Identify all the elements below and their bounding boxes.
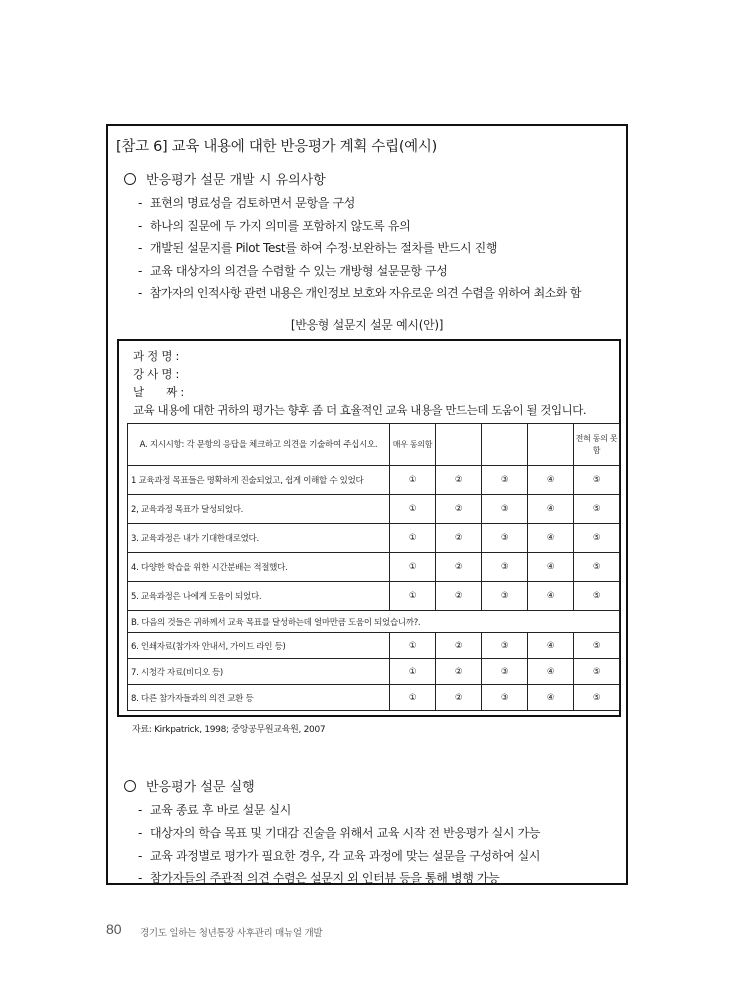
table-row — [128, 495, 620, 524]
section2-item: - 참가자들의 주관적 의견 수렴은 설문지 외 인터뷰 등을 통해 병행 가능 — [138, 871, 500, 885]
rating-option[interactable]: ① — [390, 495, 436, 524]
rating-option[interactable]: ① — [390, 582, 436, 611]
rating-option[interactable]: ① — [390, 466, 436, 495]
rating-option[interactable]: ③ — [482, 633, 528, 659]
survey-intro: 교육 내용에 대한 귀하의 평가는 향후 좀 더 효율적인 교육 내용을 만드는데 도움이 될 것입니다. — [133, 403, 587, 417]
reference-box — [106, 124, 628, 885]
rating-option[interactable]: ④ — [528, 659, 574, 685]
field-course: 과 정 명 : — [133, 349, 180, 363]
rating-option[interactable]: ⑤ — [574, 659, 620, 685]
rating-option[interactable]: ④ — [528, 582, 574, 611]
rating-option[interactable]: ⑤ — [574, 553, 620, 582]
table-row — [128, 582, 620, 611]
source-note: 자료: Kirkpatrick, 1998; 중앙공무원교육원, 2007 — [132, 725, 326, 735]
table-row — [128, 466, 620, 495]
box-title: [참고 6] 교육 내용에 대한 반응평가 계획 수립(예시) — [116, 139, 437, 155]
survey-form — [117, 339, 621, 717]
question-text: 6. 인쇄자료(참가자 안내서, 가이드 라인 등) — [128, 633, 390, 659]
table-row — [128, 685, 620, 711]
rating-option[interactable]: ② — [436, 553, 482, 582]
rating-option[interactable]: ② — [436, 659, 482, 685]
rating-option[interactable]: ② — [436, 466, 482, 495]
section-b-header: B. 다음의 것들은 귀하께서 교육 목표를 달성하는데 얼마만큼 도움이 되었습니까?. — [128, 611, 620, 633]
table-row — [128, 633, 620, 659]
rating-option[interactable]: ④ — [528, 553, 574, 582]
rating-option[interactable]: ① — [390, 524, 436, 553]
rating-option[interactable]: ① — [390, 633, 436, 659]
question-text: 5. 교육과정은 나에게 도움이 되었다. — [128, 582, 390, 611]
section1-item: - 표현의 명료성을 검토하면서 문항을 구성 — [138, 196, 355, 210]
rating-option[interactable]: ⑤ — [574, 495, 620, 524]
question-text: 3. 교육과정은 내가 기대한대로였다. — [128, 524, 390, 553]
field-date: 날 짜 : — [133, 385, 184, 399]
question-text: 4. 다양한 학습을 위한 시간분배는 적절했다. — [128, 553, 390, 582]
section1-item: - 참가자의 인적사항 관련 내용은 개인정보 보호와 자유로운 의견 수렴을 위하여 최소화 함 — [138, 286, 581, 300]
footer-text: 경기도 일하는 청년통장 사후관리 매뉴얼 개발 — [140, 928, 323, 939]
rating-option[interactable]: ③ — [482, 495, 528, 524]
rating-option[interactable]: ② — [436, 495, 482, 524]
rating-option[interactable]: ⑤ — [574, 582, 620, 611]
table-header-row — [128, 424, 620, 466]
section1-heading: 반응평가 설문 개발 시 유의사항 — [124, 169, 326, 188]
rating-option[interactable]: ⑤ — [574, 466, 620, 495]
rating-option[interactable]: ① — [390, 685, 436, 711]
rating-option[interactable]: ① — [390, 659, 436, 685]
rating-option[interactable]: ③ — [482, 582, 528, 611]
question-text: 1 교육과정 목표들은 명확하게 진술되었고, 쉽게 이해할 수 있었다 — [128, 466, 390, 495]
rating-option[interactable]: ④ — [528, 633, 574, 659]
rating-option[interactable]: ② — [436, 685, 482, 711]
question-text: 7. 시청각 자료(비디오 등) — [128, 659, 390, 685]
question-text: 2, 교육과정 목표가 달성되었다. — [128, 495, 390, 524]
scale-disagree-label: 전혀 동의 못함 — [574, 424, 620, 466]
rating-option[interactable]: ③ — [482, 524, 528, 553]
rating-option[interactable]: ① — [390, 553, 436, 582]
table-row — [128, 553, 620, 582]
survey-title: [반응형 설문지 설문 예시(안)] — [290, 318, 444, 332]
rating-option[interactable]: ② — [436, 633, 482, 659]
rating-option[interactable]: ⑤ — [574, 685, 620, 711]
scale-agree-label: 매우 동의함 — [390, 424, 436, 466]
rating-option[interactable]: ④ — [528, 466, 574, 495]
rating-option[interactable]: ④ — [528, 495, 574, 524]
question-text: 8. 다른 참가자들과의 의견 교환 등 — [128, 685, 390, 711]
header-instruction: A. 지시시항: 각 문항의 응답을 체크하고 의견을 기술하여 주십시오. — [128, 424, 390, 466]
table-row — [128, 524, 620, 553]
section1-item: - 개발된 설문지를 Pilot Test를 하여 수정·보완하는 절차를 반드시 진행 — [138, 241, 498, 255]
table-row — [128, 659, 620, 685]
rating-option[interactable]: ③ — [482, 685, 528, 711]
section1-item: - 교육 대상자의 의견을 수렴할 수 있는 개방형 설문문항 구성 — [138, 264, 448, 278]
rating-option[interactable]: ⑤ — [574, 633, 620, 659]
page-number: 80 — [106, 921, 122, 937]
section2-item: - 교육 종료 후 바로 설문 실시 — [138, 803, 291, 817]
circle-bullet-icon — [124, 780, 136, 792]
section-b-header-row — [128, 611, 620, 633]
rating-option[interactable]: ④ — [528, 685, 574, 711]
rating-option[interactable]: ② — [436, 524, 482, 553]
rating-option[interactable]: ③ — [482, 553, 528, 582]
survey-table — [127, 423, 620, 711]
section2-item: - 대상자의 학습 목표 및 기대감 진술을 위해서 교육 시작 전 반응평가 실시 가능 — [138, 826, 541, 840]
field-instructor: 강 사 명 : — [133, 367, 180, 381]
rating-option[interactable]: ⑤ — [574, 524, 620, 553]
section2-item: - 교육 과정별로 평가가 필요한 경우, 각 교육 과정에 맞는 설문을 구성하여 실시 — [138, 849, 541, 863]
rating-option[interactable]: ③ — [482, 659, 528, 685]
section1-item: - 하나의 질문에 두 가지 의미를 포함하지 않도록 유의 — [138, 219, 411, 233]
rating-option[interactable]: ② — [436, 582, 482, 611]
circle-bullet-icon — [124, 173, 136, 185]
rating-option[interactable]: ④ — [528, 524, 574, 553]
rating-option[interactable]: ③ — [482, 466, 528, 495]
section2-heading: 반응평가 설문 실행 — [124, 776, 255, 795]
